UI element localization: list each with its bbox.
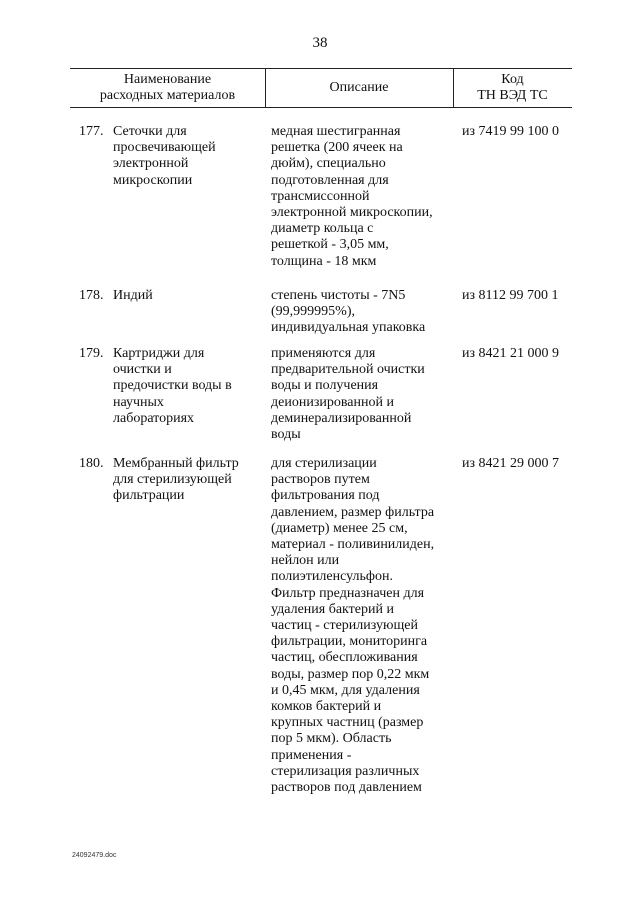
row-name-line: лабораториях [113,410,195,426]
row-description-line: воды, размер пор 0,22 мкм [271,666,430,682]
row-name-line: Индий [113,288,153,303]
row-description-line: воды [271,427,301,443]
row-description-line: применяются для [271,346,376,361]
row-code: из 8112 99 700 1 [462,288,559,303]
row-description-line: крупных частниц (размер [271,715,424,731]
row-description-line: толщина - 18 мкм [271,253,377,269]
row-number: 180. [79,456,104,471]
row-description-line: и 0,45 мкм, для удаления [271,682,420,698]
row-description-line: комков бактерий и [271,699,382,715]
row-description-line: электронной микроскопии, [271,205,433,221]
header-name-line: расходных материалов [99,88,236,103]
row-number: 179. [79,346,104,361]
row-name-line: предочистки воды в [113,378,232,394]
row-description-line: фильтрования под [271,488,380,504]
row-description-line: деионизированной и [271,394,394,410]
row-description-line: (диаметр) менее 25 см, [271,520,408,536]
header-description-column [265,69,454,107]
row-code: из 8421 29 000 7 [462,456,560,471]
row-description [271,346,451,443]
row-description-line: применения - [271,747,352,763]
row-description-line: решетка (200 ячеек на [271,140,403,156]
row-description-line: медная шестигранная [271,124,401,139]
row-name-line: микроскопии [113,172,193,188]
row-description [271,124,451,270]
row-description [271,456,451,796]
header-name-line: Наименование [123,72,212,87]
row-description-line: стерилизация различных [271,763,420,779]
row-name-line: электронной [113,156,189,172]
row-description-line: трансмиссонной [271,188,370,204]
row-description-line: индивидуальная упаковка [271,320,426,336]
row-description [271,288,451,337]
row-description-line: для стерилизации [271,456,377,471]
row-description-line: материал - поливинилиден, [271,537,435,553]
header-name-column [70,69,266,107]
header-description-line: Описание [329,80,389,95]
row-name [113,288,258,304]
row-description-line: Фильтр предназначен для [271,585,425,601]
row-description-line: фильтрации, мониторинга [271,634,428,650]
row-name-line: Мембранный фильтр [113,456,239,471]
row-description-line: (99,999995%), [271,304,355,320]
row-description-line: полиэтиленсульфон. [271,569,393,585]
table-header [70,68,572,108]
row-description-line: частиц, обеспложивания [271,650,418,666]
row-name [113,456,258,505]
row-description-line: удаления бактерий и [271,601,394,617]
row-name-line: научных [113,394,164,410]
header-code-line: ТН ВЭД ТС [477,88,548,103]
row-code: из 7419 99 100 0 [462,124,560,139]
header-code-column [453,69,572,107]
row-description-line: диаметр кольца с [271,221,374,237]
row-description-line: решеткой - 3,05 мм, [271,237,389,253]
row-description-line: подготовленная для [271,172,389,188]
row-number: 178. [79,288,104,303]
row-name-line: просвечивающей [113,140,216,156]
row-description-line: частиц - стерилизующей [271,618,418,634]
row-name-line: фильтрации [113,488,185,504]
footer-filename: 24092479.doc [72,852,117,859]
row-description-line: пор 5 мкм). Область [271,731,392,747]
header-code-line: Код [501,72,524,87]
row-description-line: растворов путем [271,472,370,488]
row-name-line: очистки и [113,362,172,378]
row-name-line: для стерилизующей [113,472,232,488]
row-description-line: дюйм), специально [271,156,386,172]
row-code: из 8421 21 000 9 [462,346,560,361]
row-description-line: степень чистоты - 7N5 [271,288,406,303]
row-description-line: предварительной очистки [271,362,425,378]
page-number: 38 [312,35,328,51]
row-name [113,346,258,427]
row-description-line: воды и получения [271,378,379,394]
row-description-line: давлением, размер фильтра [271,504,435,520]
row-description-line: растворов под давлением [271,780,422,796]
row-name [113,124,258,189]
row-name-line: Картриджи для [113,346,205,361]
row-description-line: нейлон или [271,553,340,569]
row-number: 177. [79,124,104,139]
row-description-line: деминерализированной [271,410,412,426]
row-name-line: Сеточки для [113,124,187,139]
